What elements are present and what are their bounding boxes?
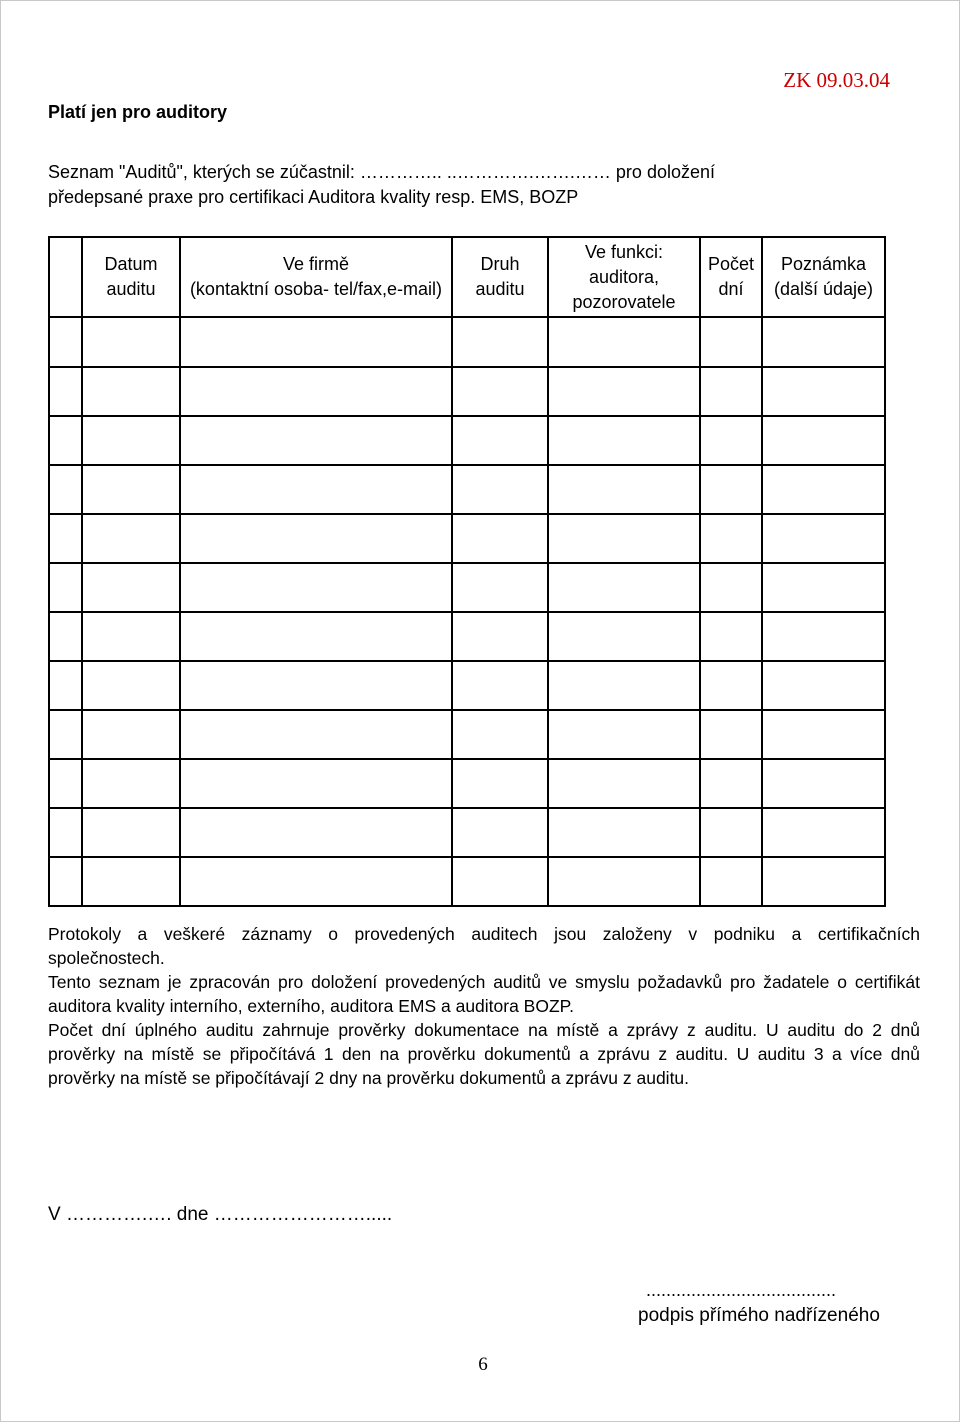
table-cell[interactable] [548,416,700,465]
table-cell[interactable] [700,710,762,759]
header-line: Druh [480,254,520,274]
table-row [49,514,885,563]
table-cell[interactable] [548,317,700,367]
table-cell[interactable] [49,367,82,416]
header-audit-date [82,237,180,317]
table-cell[interactable] [82,661,180,710]
table-cell[interactable] [452,857,548,906]
table-cell[interactable] [82,612,180,661]
header-line: Datum [104,254,158,274]
table-cell[interactable] [548,857,700,906]
header-line: Poznámka [780,254,867,274]
header-days [700,237,762,317]
table-cell[interactable] [49,416,82,465]
table-cell[interactable] [700,857,762,906]
table-cell[interactable] [452,661,548,710]
note-line: Počet dní úplného auditu zahrnuje prověrky dokumentace na místě a zprávy z auditu. U auditu do 2 dnů [48,1020,920,1040]
table-cell[interactable] [180,317,452,367]
table-cell[interactable] [548,808,700,857]
header-line: Ve funkci: [584,241,664,262]
table-cell[interactable] [180,514,452,563]
table-cell[interactable] [700,661,762,710]
table-cell[interactable] [49,514,82,563]
table-row [49,563,885,612]
table-cell[interactable] [762,514,885,563]
table-header-row [49,237,885,317]
header-line: (kontaktní osoba- tel/fax,e-mail) [189,279,443,299]
table-row [49,317,885,367]
form-code: ZK 09.03.04 [783,68,890,92]
header-line: auditu [475,279,525,299]
note-line: společnostech. [48,948,165,968]
table-row [49,759,885,808]
table-row [49,465,885,514]
table-cell[interactable] [452,514,548,563]
notes-section [48,922,920,1090]
table-cell[interactable] [762,465,885,514]
table-cell[interactable] [548,514,700,563]
table-cell[interactable] [700,514,762,563]
table-cell[interactable] [548,563,700,612]
header-note [762,237,885,317]
table-row [49,661,885,710]
table-cell[interactable] [82,317,180,367]
note-line: prověrky na místě se připočítávají 2 dny na prověrku dokumentů a zprávu z auditu. [48,1068,690,1088]
table-cell[interactable] [762,857,885,906]
table-cell[interactable] [180,416,452,465]
table-cell[interactable] [452,759,548,808]
note-line: Tento seznam je zpracován pro doložení provedených auditů ve smyslu požadavků pro žadatele o certifikát [48,972,920,992]
table-cell[interactable] [180,808,452,857]
table-cell[interactable] [700,367,762,416]
page-number: 6 [478,1354,488,1375]
table-cell[interactable] [700,612,762,661]
table-cell[interactable] [49,710,82,759]
table-cell[interactable] [49,612,82,661]
table-cell[interactable] [548,367,700,416]
header-line: auditu [106,279,156,299]
table-row [49,367,885,416]
table-body [49,317,885,906]
header-index [49,237,82,317]
table-cell[interactable] [762,317,885,367]
table-cell[interactable] [762,367,885,416]
intro-line-2: předepsané praxe pro certifikaci Auditora kvality resp. EMS, BOZP [48,187,579,207]
table-row [49,416,885,465]
table-cell[interactable] [762,808,885,857]
intro-text [48,160,908,210]
table-cell[interactable] [82,710,180,759]
table-cell[interactable] [548,759,700,808]
table-cell[interactable] [49,563,82,612]
header-line: Ve firmě [282,254,350,274]
table-cell[interactable] [49,857,82,906]
table-cell[interactable] [82,857,180,906]
table-cell[interactable] [762,416,885,465]
table-cell[interactable] [180,710,452,759]
header-audit-type [452,237,548,317]
audit-list-table [48,236,886,907]
table-cell[interactable] [762,563,885,612]
table-cell[interactable] [49,661,82,710]
table-cell[interactable] [452,367,548,416]
header-company [180,237,452,317]
table-cell[interactable] [452,808,548,857]
table-cell[interactable] [548,661,700,710]
signature-label: podpis přímého nadřízeného [638,1305,880,1326]
table-cell[interactable] [180,857,452,906]
table-cell[interactable] [452,317,548,367]
table-cell[interactable] [700,808,762,857]
table-cell[interactable] [762,710,885,759]
table-cell[interactable] [548,465,700,514]
table-cell[interactable] [82,563,180,612]
table-cell[interactable] [762,612,885,661]
table-row [49,710,885,759]
note-line: Protokoly a veškeré záznamy o provedených auditech jsou založeny v podniku a certifikačních [48,924,920,944]
table-cell[interactable] [82,416,180,465]
table-cell[interactable] [700,317,762,367]
signature-line: ...................................... [646,1280,837,1300]
table-row [49,612,885,661]
table-cell[interactable] [762,759,885,808]
table-cell[interactable] [452,465,548,514]
table-cell[interactable] [49,808,82,857]
table-cell[interactable] [548,710,700,759]
place-date-line: V ………….…. dne ……………………..... [48,1204,393,1225]
header-function [548,237,700,317]
table-cell[interactable] [548,612,700,661]
header-line: (další údaje) [773,279,874,299]
table-cell[interactable] [82,465,180,514]
table-cell[interactable] [452,710,548,759]
table-cell[interactable] [82,367,180,416]
note-line: auditora kvality interního, externího, auditora EMS a auditora BOZP. [48,996,574,1016]
table-cell[interactable] [82,808,180,857]
table-cell[interactable] [180,612,452,661]
table-cell[interactable] [82,759,180,808]
table-row [49,857,885,906]
table-cell[interactable] [452,563,548,612]
table-cell[interactable] [82,514,180,563]
table-cell[interactable] [180,563,452,612]
table-cell[interactable] [452,612,548,661]
table-cell[interactable] [762,661,885,710]
table-cell[interactable] [700,416,762,465]
note-line: prověrky na místě se připočítává 1 den na prověrku dokumentů a zprávu z auditu. U auditu 3 a více dnů [48,1044,920,1064]
intro-line-1: Seznam "Auditů", kterých se zúčastnil: ………….. ..………….…….…… pro doložení [48,162,715,182]
table-cell[interactable] [180,759,452,808]
table-cell[interactable] [49,465,82,514]
header-line: pozorovatele [572,291,676,312]
table-cell[interactable] [49,759,82,808]
table-cell[interactable] [180,465,452,514]
table-cell[interactable] [700,563,762,612]
table-cell[interactable] [180,661,452,710]
table-cell[interactable] [180,367,452,416]
table-cell[interactable] [700,759,762,808]
header-line: dní [718,279,744,299]
table-cell[interactable] [452,416,548,465]
header-line: Počet [707,254,755,274]
table-cell[interactable] [49,317,82,367]
table-row [49,808,885,857]
table-cell[interactable] [700,465,762,514]
header-line: auditora, [588,266,660,287]
document-title: Platí jen pro auditory [48,102,228,122]
